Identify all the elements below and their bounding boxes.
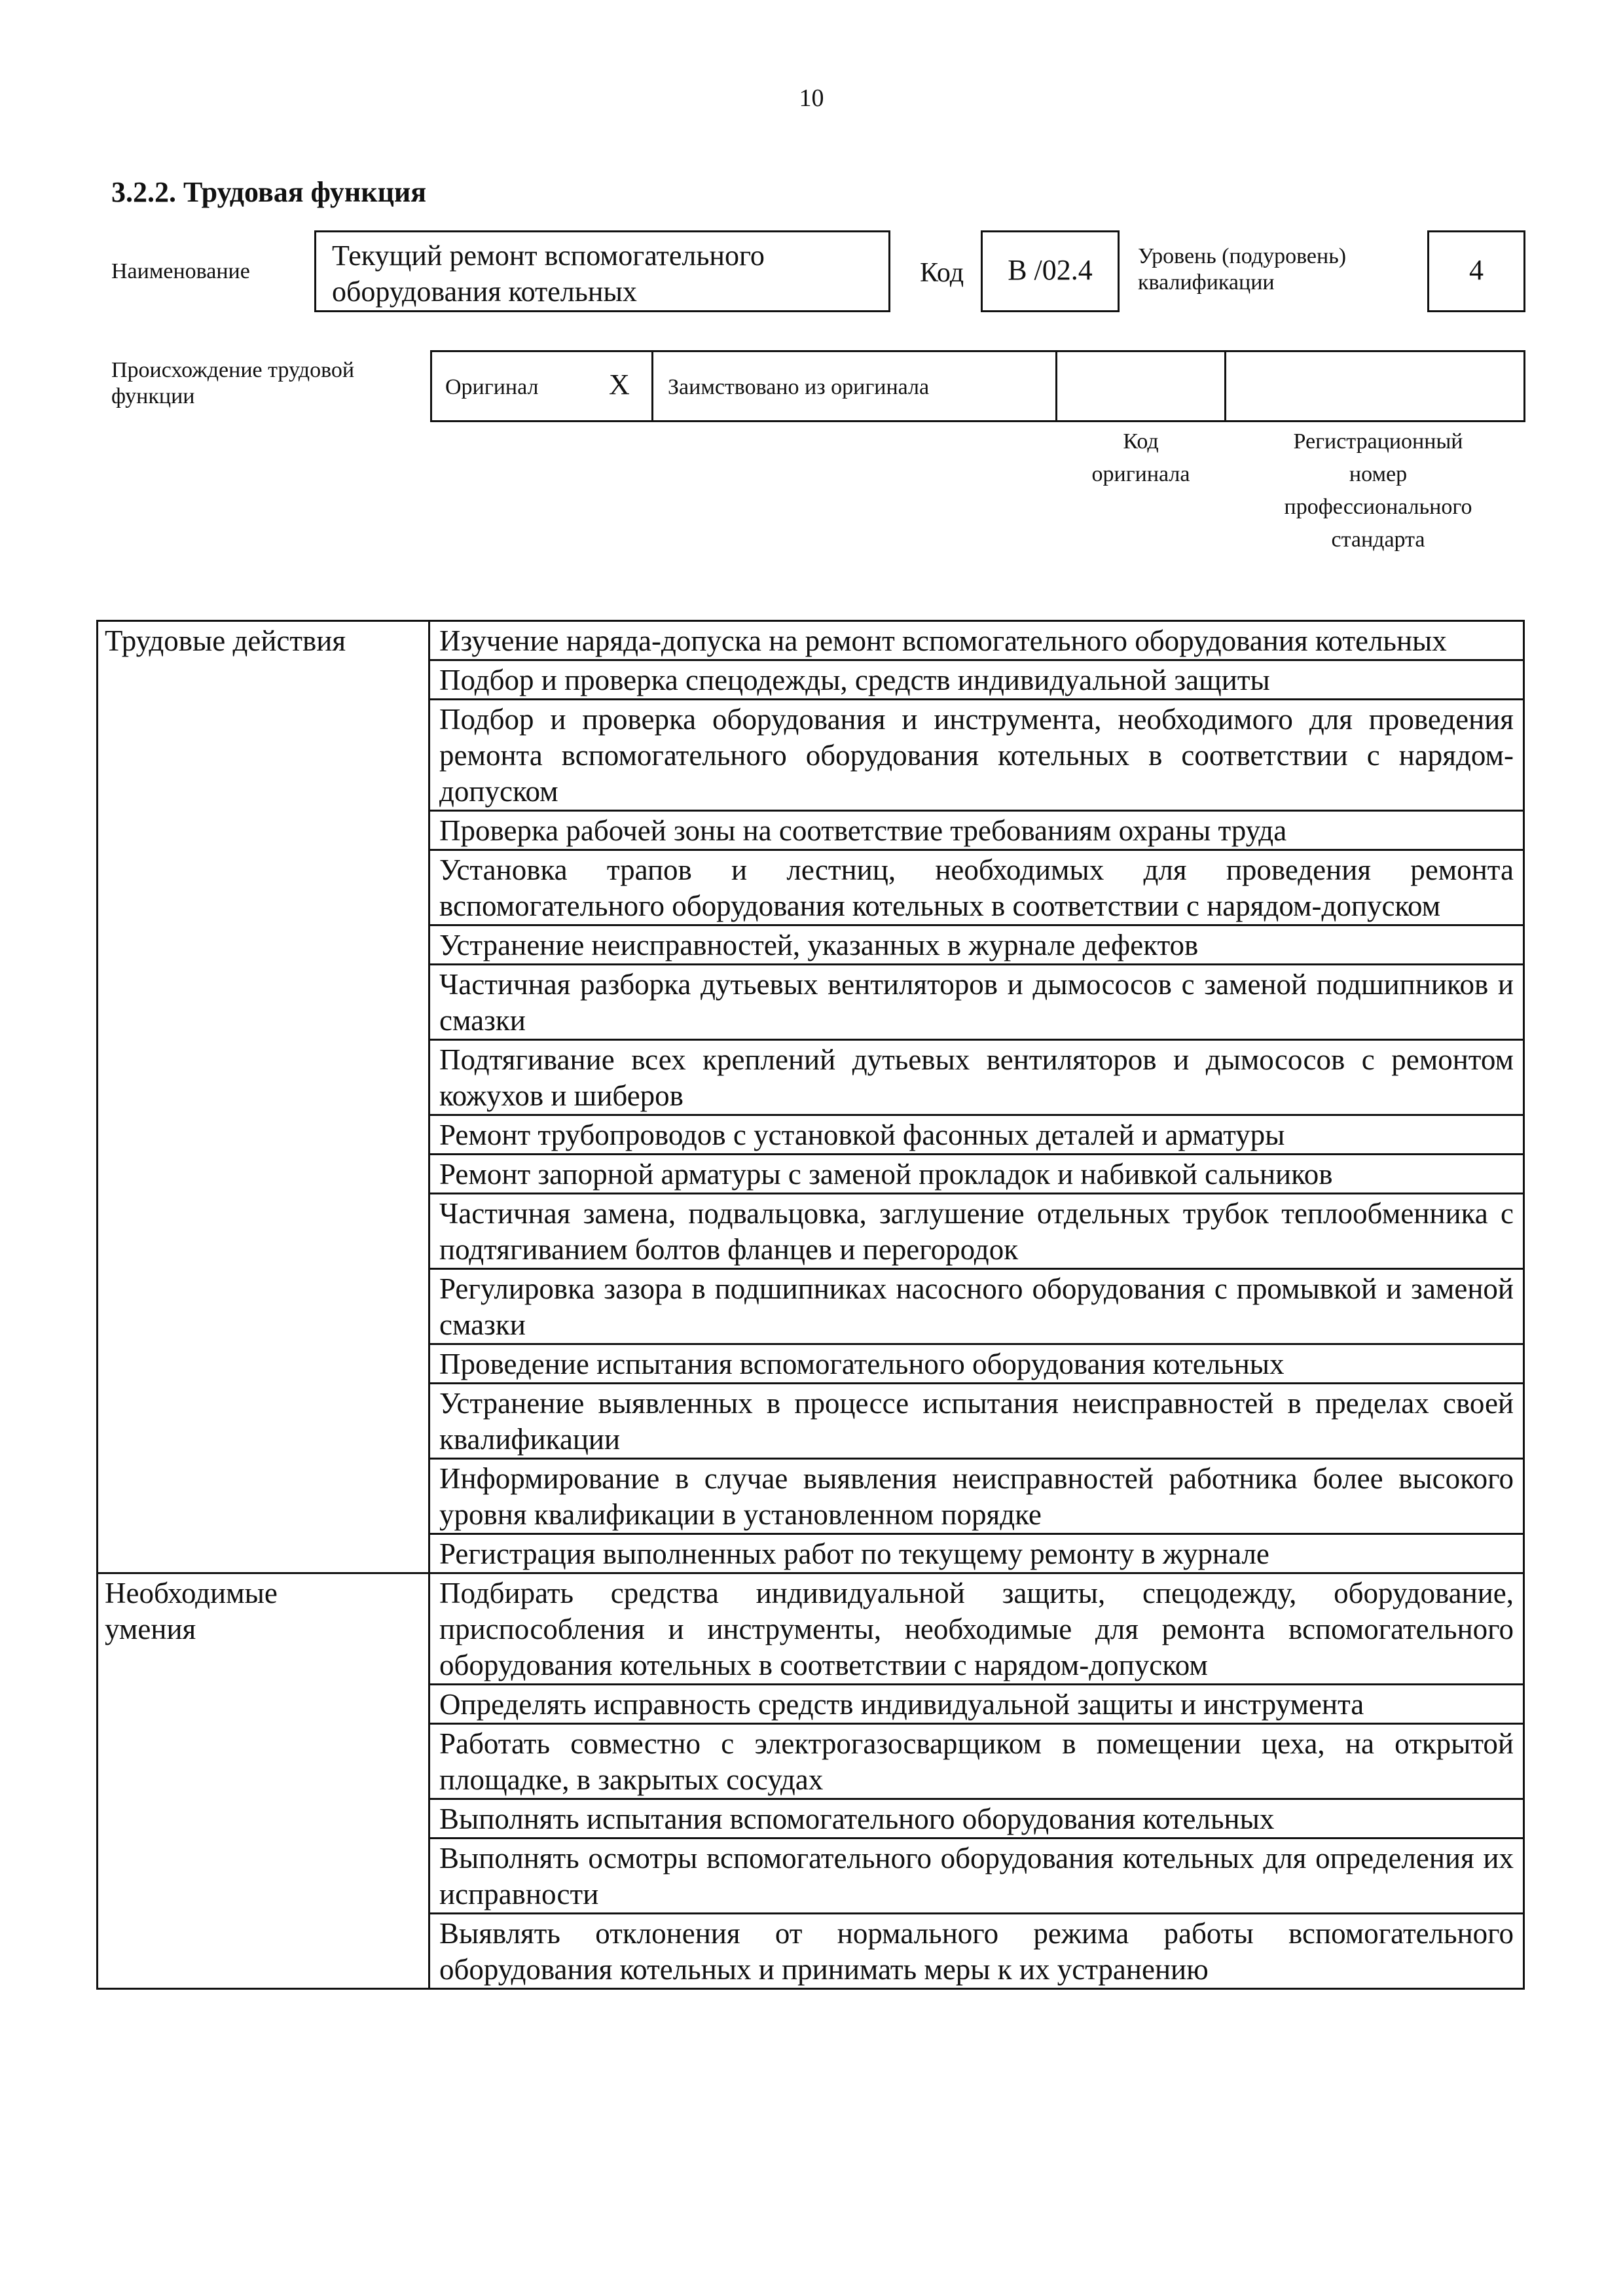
level-label [1138,243,1346,296]
skill-item: Выявлять отклонения от нормального режима работы вспомогательного оборудования котельных и принимать меры к их устранению [429,1914,1524,1989]
labor-action-item: Изучение наряда-допуска на ремонт вспомогательного оборудования котельных [429,621,1524,660]
origin-label-line1: Происхождение трудовой [111,358,355,382]
skills-label-line1: Необходимые [105,1577,278,1609]
labor-action-item: Устранение неисправностей, указанных в журнале дефектов [429,925,1524,965]
origin-divider [1224,350,1226,422]
labor-action-item: Регулировка зазора в подшипниках насосного оборудования с промывкой и заменой смазки [429,1269,1524,1344]
name-value-line1: Текущий ремонт вспомогательного [332,240,765,272]
origin-divider [1055,350,1057,422]
table-row [98,621,1524,660]
code-value: В /02.4 [981,230,1120,312]
labor-action-item: Подбор и проверка оборудования и инструмента, необходимого для проведения ремонта вспомогательного оборудования котельных в соответствии с нарядом-допуском [429,700,1524,811]
labor-table [96,620,1525,1990]
labor-action-item: Частичная замена, подвальцовка, заглушение отдельных трубок теплообменника с подтягиванием болтов фланцев и перегородок [429,1194,1524,1269]
origin-box [430,350,1525,422]
labor-action-item: Подбор и проверка спецодежды, средств индивидуальной защиты [429,660,1524,700]
origin-label-line2: функции [111,384,195,408]
labor-action-item: Проверка рабочей зоны на соответствие требованиям охраны труда [429,811,1524,850]
labor-action-item: Устранение выявленных в процессе испытания неисправностей в пределах своей квалификации [429,1384,1524,1459]
skill-item: Выполнять испытания вспомогательного оборудования котельных [429,1799,1524,1839]
level-label-line2: квалификации [1138,270,1275,295]
labor-actions-label: Трудовые действия [98,621,429,1573]
caption-code-line2: оригинала [1091,462,1190,486]
skills-label [98,1573,429,1989]
caption-reg-line1: Регистрационный [1293,429,1463,454]
code-label: Код [920,258,964,288]
labor-action-item: Установка трапов и лестниц, необходимых для проведения ремонта вспомогательного оборудования котельных в соответствии с нарядом-допуском [429,850,1524,925]
skill-item: Работать совместно с электрогазосварщиком в помещении цеха, на открытой площадке, в закрытых сосудах [429,1724,1524,1799]
skill-item: Подбирать средства индивидуальной защиты, спецодежду, оборудование, приспособления и инструменты, необходимые для ремонта вспомогательного оборудования котельных в соответствии с нарядом-допуском [429,1573,1524,1685]
borrowed-label: Заимствовано из оригинала [668,375,930,399]
table-row [98,1573,1524,1685]
caption-reg-line3: профессионального [1284,495,1472,519]
original-mark: X [609,368,630,401]
caption-code [1057,425,1224,491]
level-label-line1: Уровень (подуровень) [1138,244,1347,268]
origin-label [111,357,354,410]
page-number: 10 [799,84,824,112]
skill-item: Выполнять осмотры вспомогательного оборудования котельных для определения их исправности [429,1839,1524,1914]
labor-action-item: Регистрация выполненных работ по текущему ремонту в журнале [429,1534,1524,1573]
origin-divider [651,350,653,422]
labor-action-item: Частичная разборка дутьевых вентиляторов и дымососов с заменой подшипников и смазки [429,965,1524,1040]
section-title: 3.2.2. Трудовая функция [111,176,427,208]
labor-action-item: Ремонт трубопроводов с установкой фасонных деталей и арматуры [429,1115,1524,1155]
caption-code-line1: Код [1123,429,1159,454]
labor-action-item: Проведение испытания вспомогательного оборудования котельных [429,1344,1524,1384]
caption-reg-line4: стандарта [1331,528,1425,552]
caption-reg [1231,425,1525,556]
name-value-line2: оборудования котельных [332,276,637,308]
skills-label-line2: умения [105,1613,196,1645]
skill-item: Определять исправность средств индивидуальной защиты и инструмента [429,1685,1524,1724]
name-label: Наименование [111,259,250,283]
name-value-box [314,230,890,312]
caption-reg-line2: номер [1349,462,1408,486]
level-value: 4 [1427,230,1525,312]
labor-action-item: Информирование в случае выявления неисправностей работника более высокого уровня квалификации в установленном порядке [429,1459,1524,1534]
labor-action-item: Ремонт запорной арматуры с заменой прокладок и набивкой сальников [429,1155,1524,1194]
labor-action-item: Подтягивание всех креплений дутьевых вентиляторов и дымососов с ремонтом кожухов и шиберов [429,1040,1524,1115]
original-label: Оригинал [445,375,539,399]
